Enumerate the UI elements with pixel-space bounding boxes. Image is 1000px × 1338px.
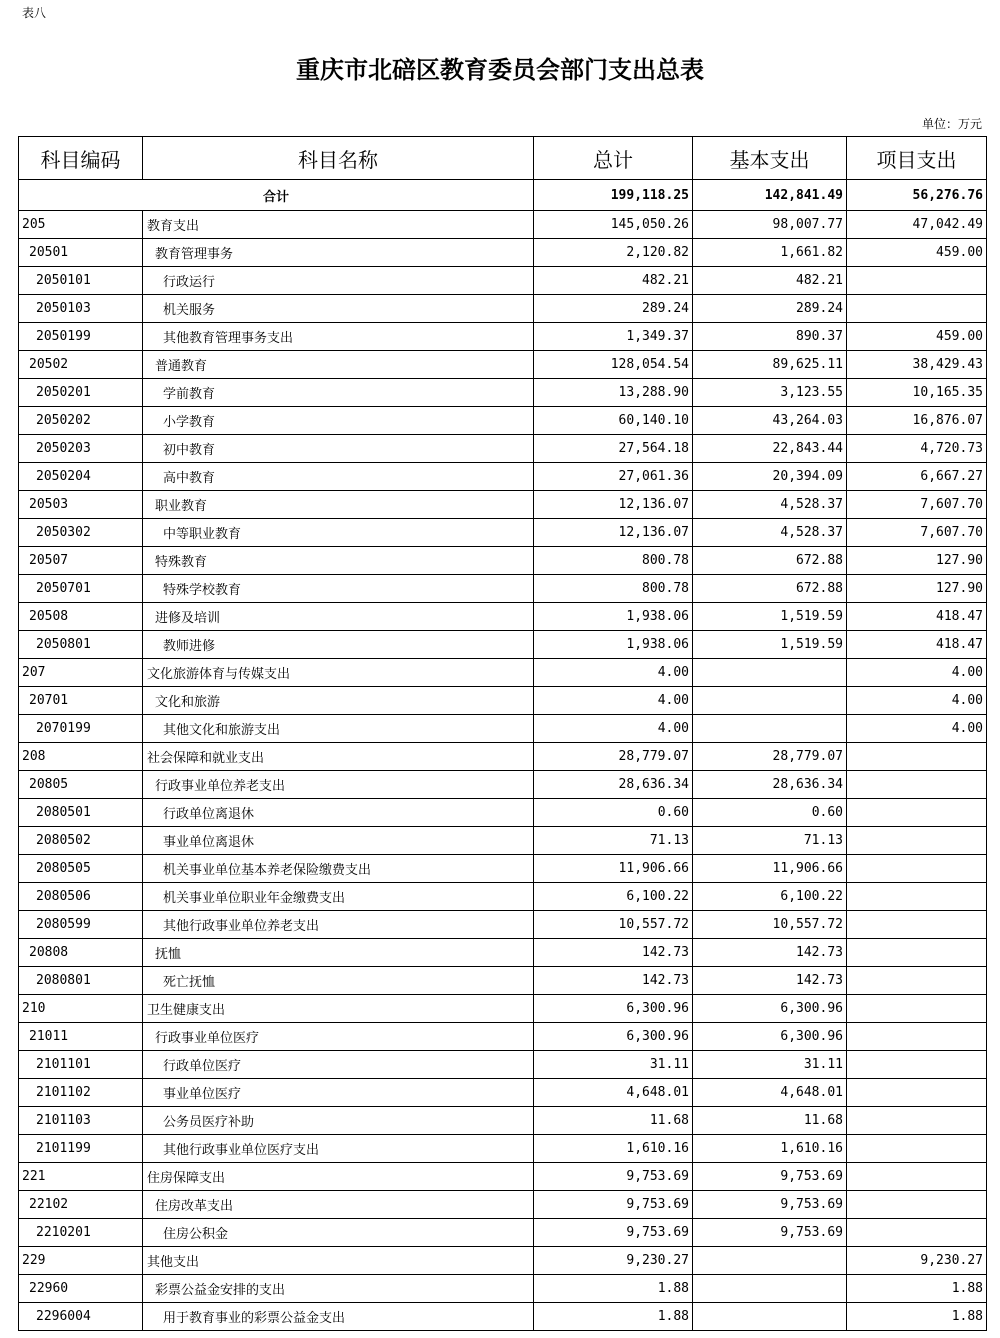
cell-total: 1.88 <box>534 1275 693 1303</box>
table-row <box>19 743 987 771</box>
cell-basic: 482.21 <box>693 267 847 295</box>
header-name: 科目名称 <box>143 137 534 180</box>
cell-total: 71.13 <box>534 827 693 855</box>
table-row <box>19 967 987 995</box>
cell-name: 普通教育 <box>143 351 534 379</box>
cell-code: 2050701 <box>19 575 143 603</box>
cell-basic: 4,648.01 <box>693 1079 847 1107</box>
cell-total: 800.78 <box>534 547 693 575</box>
cell-name: 事业单位医疗 <box>143 1079 534 1107</box>
cell-project: 47,042.49 <box>847 211 987 239</box>
cell-basic <box>693 715 847 743</box>
cell-project <box>847 967 987 995</box>
cell-total: 9,753.69 <box>534 1191 693 1219</box>
cell-code: 2050202 <box>19 407 143 435</box>
cell-code: 229 <box>19 1247 143 1275</box>
table-row <box>19 1023 987 1051</box>
cell-name: 特殊教育 <box>143 547 534 575</box>
cell-name: 职业教育 <box>143 491 534 519</box>
table-row <box>19 351 987 379</box>
cell-total: 4.00 <box>534 659 693 687</box>
cell-name: 文化和旅游 <box>143 687 534 715</box>
cell-total: 4.00 <box>534 687 693 715</box>
cell-name: 死亡抚恤 <box>143 967 534 995</box>
cell-code: 2050101 <box>19 267 143 295</box>
cell-name: 其他支出 <box>143 1247 534 1275</box>
cell-project: 16,876.07 <box>847 407 987 435</box>
cell-name: 行政事业单位养老支出 <box>143 771 534 799</box>
total-basic: 142,841.49 <box>693 180 847 211</box>
cell-total: 6,100.22 <box>534 883 693 911</box>
table-row <box>19 435 987 463</box>
table-row <box>19 631 987 659</box>
table-row <box>19 575 987 603</box>
cell-code: 20501 <box>19 239 143 267</box>
cell-code: 205 <box>19 211 143 239</box>
table-row <box>19 603 987 631</box>
cell-total: 1,349.37 <box>534 323 693 351</box>
table-row <box>19 1275 987 1303</box>
cell-name: 教育管理事务 <box>143 239 534 267</box>
table-number-tag: 表八 <box>22 6 47 20</box>
cell-code: 21011 <box>19 1023 143 1051</box>
cell-code: 2080505 <box>19 855 143 883</box>
cell-total: 10,557.72 <box>534 911 693 939</box>
cell-total: 9,753.69 <box>534 1219 693 1247</box>
cell-project: 7,607.70 <box>847 491 987 519</box>
cell-total: 60,140.10 <box>534 407 693 435</box>
cell-total: 31.11 <box>534 1051 693 1079</box>
cell-code: 2296004 <box>19 1303 143 1331</box>
cell-code: 2050801 <box>19 631 143 659</box>
cell-project: 9,230.27 <box>847 1247 987 1275</box>
cell-name: 进修及培训 <box>143 603 534 631</box>
cell-project: 4.00 <box>847 687 987 715</box>
table-row <box>19 1107 987 1135</box>
cell-name: 用于教育事业的彩票公益金支出 <box>143 1303 534 1331</box>
cell-name: 行政事业单位医疗 <box>143 1023 534 1051</box>
cell-total: 1,610.16 <box>534 1135 693 1163</box>
cell-name: 彩票公益金安排的支出 <box>143 1275 534 1303</box>
header-total: 总计 <box>534 137 693 180</box>
cell-name: 行政运行 <box>143 267 534 295</box>
header-code: 科目编码 <box>19 137 143 180</box>
cell-code: 2080599 <box>19 911 143 939</box>
table-row <box>19 995 987 1023</box>
cell-total: 12,136.07 <box>534 491 693 519</box>
cell-code: 2070199 <box>19 715 143 743</box>
cell-code: 210 <box>19 995 143 1023</box>
table-row <box>19 519 987 547</box>
cell-basic: 672.88 <box>693 575 847 603</box>
cell-project <box>847 1219 987 1247</box>
cell-basic: 142.73 <box>693 939 847 967</box>
cell-basic: 6,100.22 <box>693 883 847 911</box>
cell-basic: 28,636.34 <box>693 771 847 799</box>
table-row <box>19 1051 987 1079</box>
cell-name: 行政单位离退休 <box>143 799 534 827</box>
cell-code: 221 <box>19 1163 143 1191</box>
table-row <box>19 463 987 491</box>
cell-code: 20508 <box>19 603 143 631</box>
cell-project <box>847 1107 987 1135</box>
cell-project: 1.88 <box>847 1303 987 1331</box>
cell-project <box>847 1163 987 1191</box>
cell-code: 2210201 <box>19 1219 143 1247</box>
cell-name: 卫生健康支出 <box>143 995 534 1023</box>
total-row <box>19 180 987 211</box>
total-label: 合计 <box>19 180 534 211</box>
cell-code: 2050199 <box>19 323 143 351</box>
cell-name: 机关事业单位职业年金缴费支出 <box>143 883 534 911</box>
cell-total: 800.78 <box>534 575 693 603</box>
cell-basic: 6,300.96 <box>693 1023 847 1051</box>
cell-total: 6,300.96 <box>534 1023 693 1051</box>
cell-code: 20507 <box>19 547 143 575</box>
cell-project: 1.88 <box>847 1275 987 1303</box>
cell-name: 社会保障和就业支出 <box>143 743 534 771</box>
cell-code: 2101199 <box>19 1135 143 1163</box>
cell-total: 142.73 <box>534 967 693 995</box>
cell-total: 9,230.27 <box>534 1247 693 1275</box>
cell-basic <box>693 1247 847 1275</box>
cell-basic: 1,519.59 <box>693 603 847 631</box>
cell-basic: 3,123.55 <box>693 379 847 407</box>
table-row <box>19 491 987 519</box>
cell-name: 住房公积金 <box>143 1219 534 1247</box>
table-row <box>19 939 987 967</box>
cell-basic: 71.13 <box>693 827 847 855</box>
table-row <box>19 771 987 799</box>
cell-total: 0.60 <box>534 799 693 827</box>
cell-project <box>847 771 987 799</box>
table-row <box>19 1135 987 1163</box>
table-row <box>19 659 987 687</box>
cell-basic: 9,753.69 <box>693 1191 847 1219</box>
table-row <box>19 295 987 323</box>
cell-total: 1.88 <box>534 1303 693 1331</box>
cell-basic: 10,557.72 <box>693 911 847 939</box>
table-row <box>19 715 987 743</box>
cell-code: 20701 <box>19 687 143 715</box>
cell-project: 459.00 <box>847 239 987 267</box>
cell-code: 208 <box>19 743 143 771</box>
cell-code: 20503 <box>19 491 143 519</box>
cell-basic <box>693 1303 847 1331</box>
cell-basic <box>693 1275 847 1303</box>
cell-project <box>847 267 987 295</box>
table-row <box>19 1163 987 1191</box>
cell-basic: 28,779.07 <box>693 743 847 771</box>
cell-name: 住房保障支出 <box>143 1163 534 1191</box>
cell-name: 抚恤 <box>143 939 534 967</box>
cell-name: 教育支出 <box>143 211 534 239</box>
cell-project: 7,607.70 <box>847 519 987 547</box>
cell-name: 机关服务 <box>143 295 534 323</box>
cell-code: 2050302 <box>19 519 143 547</box>
cell-basic: 43,264.03 <box>693 407 847 435</box>
cell-project: 6,667.27 <box>847 463 987 491</box>
cell-code: 2101102 <box>19 1079 143 1107</box>
cell-basic: 1,610.16 <box>693 1135 847 1163</box>
cell-code: 207 <box>19 659 143 687</box>
cell-basic: 11.68 <box>693 1107 847 1135</box>
cell-project: 4,720.73 <box>847 435 987 463</box>
table-row <box>19 687 987 715</box>
cell-total: 482.21 <box>534 267 693 295</box>
cell-basic: 1,519.59 <box>693 631 847 659</box>
cell-total: 27,061.36 <box>534 463 693 491</box>
cell-basic: 98,007.77 <box>693 211 847 239</box>
cell-project <box>847 1051 987 1079</box>
cell-project <box>847 855 987 883</box>
cell-total: 289.24 <box>534 295 693 323</box>
cell-name: 其他教育管理事务支出 <box>143 323 534 351</box>
cell-project: 127.90 <box>847 575 987 603</box>
cell-name: 公务员医疗补助 <box>143 1107 534 1135</box>
table-row <box>19 547 987 575</box>
cell-total: 12,136.07 <box>534 519 693 547</box>
header-basic: 基本支出 <box>693 137 847 180</box>
expenditure-table <box>18 136 987 1331</box>
cell-basic: 289.24 <box>693 295 847 323</box>
cell-basic: 89,625.11 <box>693 351 847 379</box>
cell-project: 418.47 <box>847 631 987 659</box>
cell-name: 小学教育 <box>143 407 534 435</box>
cell-code: 2101101 <box>19 1051 143 1079</box>
cell-basic: 890.37 <box>693 323 847 351</box>
table-row <box>19 1219 987 1247</box>
unit-label: 单位：万元 <box>921 117 982 131</box>
cell-name: 高中教育 <box>143 463 534 491</box>
cell-code: 22960 <box>19 1275 143 1303</box>
cell-total: 11,906.66 <box>534 855 693 883</box>
table-row <box>19 1079 987 1107</box>
total-sum: 199,118.25 <box>534 180 693 211</box>
table-row <box>19 211 987 239</box>
cell-project <box>847 1135 987 1163</box>
cell-total: 28,636.34 <box>534 771 693 799</box>
cell-total: 1,938.06 <box>534 603 693 631</box>
table-row <box>19 911 987 939</box>
cell-project <box>847 827 987 855</box>
cell-total: 4,648.01 <box>534 1079 693 1107</box>
cell-name: 文化旅游体育与传媒支出 <box>143 659 534 687</box>
cell-total: 2,120.82 <box>534 239 693 267</box>
cell-basic: 31.11 <box>693 1051 847 1079</box>
cell-basic: 11,906.66 <box>693 855 847 883</box>
cell-total: 27,564.18 <box>534 435 693 463</box>
cell-total: 142.73 <box>534 939 693 967</box>
cell-basic <box>693 659 847 687</box>
cell-basic: 142.73 <box>693 967 847 995</box>
cell-total: 13,288.90 <box>534 379 693 407</box>
cell-total: 28,779.07 <box>534 743 693 771</box>
cell-basic: 9,753.69 <box>693 1219 847 1247</box>
cell-project <box>847 743 987 771</box>
cell-code: 2080506 <box>19 883 143 911</box>
cell-code: 20805 <box>19 771 143 799</box>
cell-basic: 672.88 <box>693 547 847 575</box>
cell-project: 10,165.35 <box>847 379 987 407</box>
table-row <box>19 883 987 911</box>
table-row <box>19 1247 987 1275</box>
cell-project <box>847 295 987 323</box>
cell-basic: 1,661.82 <box>693 239 847 267</box>
cell-name: 事业单位离退休 <box>143 827 534 855</box>
cell-name: 其他行政事业单位养老支出 <box>143 911 534 939</box>
cell-name: 中等职业教育 <box>143 519 534 547</box>
cell-code: 2050203 <box>19 435 143 463</box>
page-title: 重庆市北碚区教育委员会部门支出总表 <box>296 55 704 84</box>
cell-basic: 20,394.09 <box>693 463 847 491</box>
cell-basic: 22,843.44 <box>693 435 847 463</box>
table-row <box>19 323 987 351</box>
cell-name: 行政单位医疗 <box>143 1051 534 1079</box>
cell-basic: 6,300.96 <box>693 995 847 1023</box>
table-row <box>19 407 987 435</box>
cell-name: 其他文化和旅游支出 <box>143 715 534 743</box>
cell-project: 38,429.43 <box>847 351 987 379</box>
cell-total: 145,050.26 <box>534 211 693 239</box>
cell-total: 6,300.96 <box>534 995 693 1023</box>
header-row <box>19 137 987 180</box>
cell-project: 418.47 <box>847 603 987 631</box>
cell-code: 2050201 <box>19 379 143 407</box>
cell-code: 2080801 <box>19 967 143 995</box>
cell-code: 2080502 <box>19 827 143 855</box>
cell-code: 2050103 <box>19 295 143 323</box>
cell-total: 1,938.06 <box>534 631 693 659</box>
cell-code: 22102 <box>19 1191 143 1219</box>
cell-project <box>847 1023 987 1051</box>
cell-total: 128,054.54 <box>534 351 693 379</box>
header-project: 项目支出 <box>847 137 987 180</box>
cell-project <box>847 883 987 911</box>
cell-code: 2050204 <box>19 463 143 491</box>
cell-basic: 4,528.37 <box>693 519 847 547</box>
cell-project: 127.90 <box>847 547 987 575</box>
cell-project <box>847 911 987 939</box>
cell-code: 2080501 <box>19 799 143 827</box>
table-row <box>19 855 987 883</box>
cell-project: 4.00 <box>847 659 987 687</box>
cell-project <box>847 799 987 827</box>
cell-basic: 0.60 <box>693 799 847 827</box>
table-row <box>19 239 987 267</box>
cell-basic: 9,753.69 <box>693 1163 847 1191</box>
cell-total: 11.68 <box>534 1107 693 1135</box>
cell-basic: 4,528.37 <box>693 491 847 519</box>
table-row <box>19 1303 987 1331</box>
cell-basic <box>693 687 847 715</box>
table-row <box>19 379 987 407</box>
table-row <box>19 827 987 855</box>
cell-project <box>847 1191 987 1219</box>
table-row <box>19 1191 987 1219</box>
cell-name: 教师进修 <box>143 631 534 659</box>
table-row <box>19 267 987 295</box>
cell-total: 9,753.69 <box>534 1163 693 1191</box>
cell-code: 20808 <box>19 939 143 967</box>
cell-name: 机关事业单位基本养老保险缴费支出 <box>143 855 534 883</box>
cell-name: 特殊学校教育 <box>143 575 534 603</box>
cell-project <box>847 939 987 967</box>
cell-code: 2101103 <box>19 1107 143 1135</box>
total-project: 56,276.76 <box>847 180 987 211</box>
cell-name: 其他行政事业单位医疗支出 <box>143 1135 534 1163</box>
cell-total: 4.00 <box>534 715 693 743</box>
cell-name: 初中教育 <box>143 435 534 463</box>
cell-code: 20502 <box>19 351 143 379</box>
cell-name: 学前教育 <box>143 379 534 407</box>
cell-project: 4.00 <box>847 715 987 743</box>
table-row <box>19 799 987 827</box>
cell-project <box>847 1079 987 1107</box>
cell-project: 459.00 <box>847 323 987 351</box>
cell-project <box>847 995 987 1023</box>
cell-name: 住房改革支出 <box>143 1191 534 1219</box>
